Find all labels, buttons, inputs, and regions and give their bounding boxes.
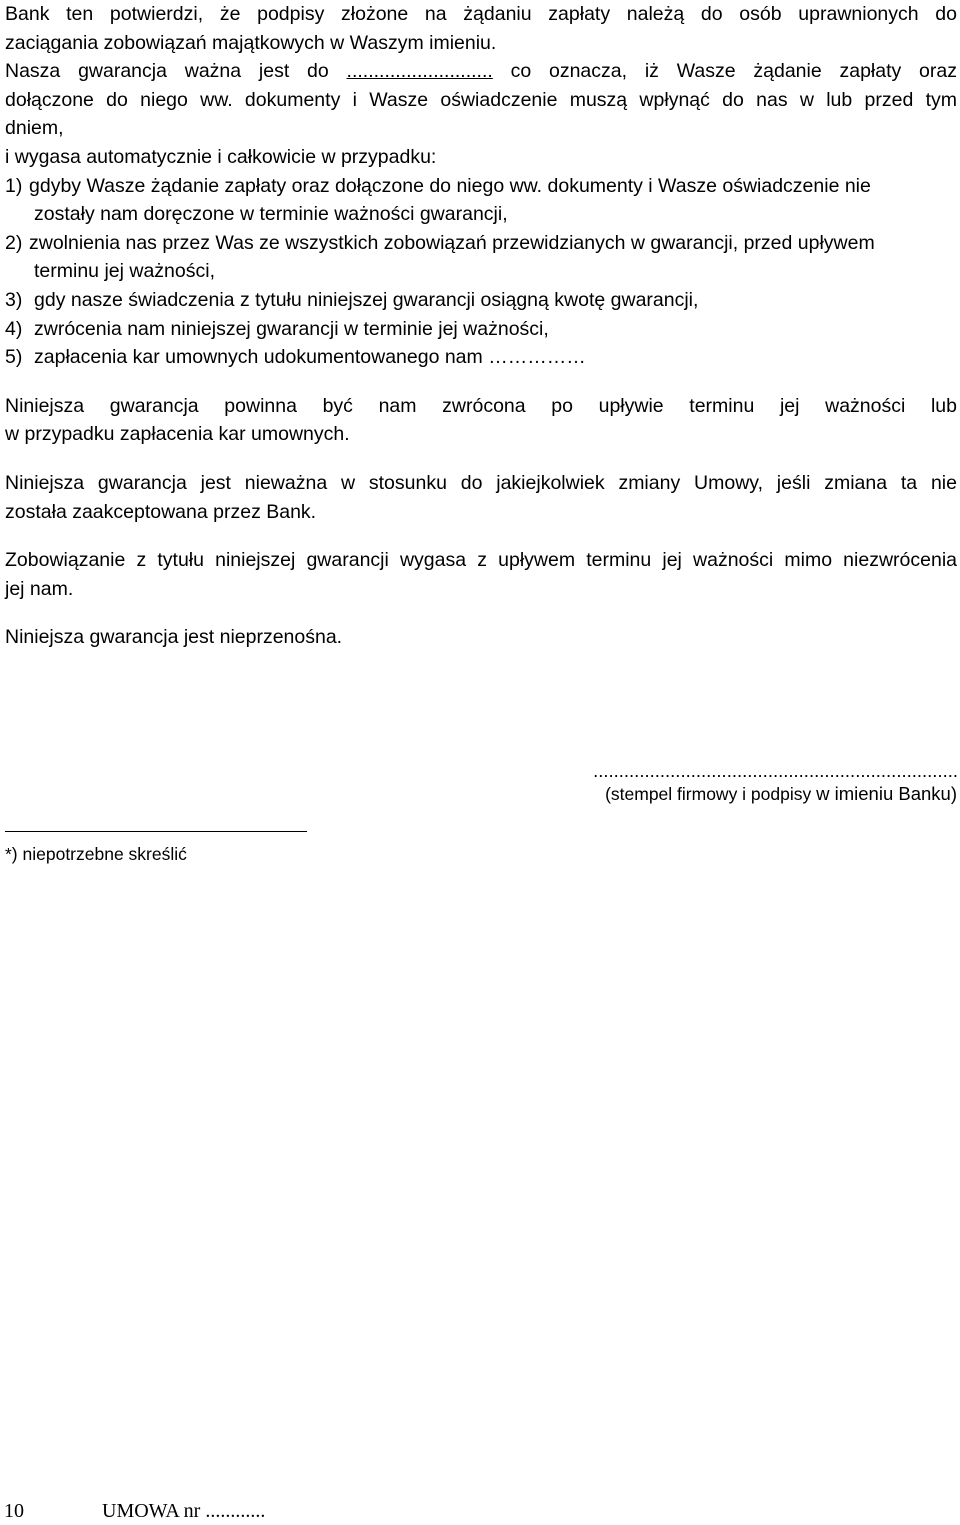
list-number: 4) [5,317,23,340]
validity-date-placeholder: ........................... [346,60,493,83]
intro-line: dołączone do niego ww. dokumenty i Wasze oświadczenie muszą wpłynąć do nas w lub przed tym [5,88,957,111]
signature-caption-text: (stempel firmowy i podpisy [605,784,817,804]
intro-line: zaciągania zobowiązań majątkowych w Waszym imieniu. [5,31,497,54]
paragraph-line: Niniejsza gwarancja jest nieprzenośna. [5,626,343,649]
conditions-list [5,172,957,372]
list-number: 1) [5,174,23,197]
list-text: gdyby Wasze żądanie zapłaty oraz dołączone do niego ww. dokumenty i Wasze oświadczenie nie [29,174,871,197]
footnote-divider [5,831,307,832]
signature-line: ....................................................................... [593,760,958,781]
intro-line: dniem, [5,117,64,140]
intro-line: Bank ten potwierdzi, że podpisy złożone na żądaniu zapłaty należą do osób uprawnionych do [5,3,957,25]
page-footer [4,1497,265,1525]
page-number: 10 [4,1500,24,1522]
amount-placeholder: …………… [488,346,586,369]
list-text: zwrócenia nam niniejszej gwarancji w terminie jej ważności, [34,317,549,340]
list-item [5,286,957,315]
list-number: 5) [5,346,23,369]
list-item [5,172,957,201]
signature-caption-bank: w imieniu Banku) [816,783,957,804]
list-number: 2) [5,231,23,254]
list-text-main: zapłacenia kar umownych udokumentowanego nam [34,346,489,369]
validity-line [5,57,957,86]
document-body [5,0,957,652]
footer-title: UMOWA nr ............ [102,1500,266,1522]
paragraph-line: Zobowiązanie z tytułu niniejszej gwarancji wygasa z upływem terminu jej ważności mimo niezwrócenia [5,549,957,572]
list-item [5,229,957,258]
list-text-continued: zostały nam doręczone w terminie ważności gwarancji, [34,203,508,226]
list-item [5,343,957,372]
intro-line: i wygasa automatycznie i całkowicie w przypadku: [5,145,437,168]
list-text: gdy nasze świadczenia z tytułu niniejszej gwarancji osiągną kwotę gwarancji, [34,288,699,311]
footnote: *) niepotrzebne skreślić [5,844,187,864]
list-item [5,315,957,344]
list-text-continued: terminu jej ważności, [34,260,215,283]
list-number: 3) [5,288,23,311]
paragraph-line: została zaakceptowana przez Bank. [5,500,317,523]
paragraph-line: w przypadku zapłacenia kar umownych. [5,423,350,446]
paragraph-line: Niniejsza gwarancja powinna być nam zwrócona po upływie terminu jej ważności lub [5,394,957,417]
paragraph-line: Niniejsza gwarancja jest nieważna w stosunku do jakiejkolwiek zmiany Umowy, jeśli zmiana ta nie [5,471,957,494]
paragraph-line: jej nam. [5,577,74,600]
validity-text: co oznacza, iż Wasze żądanie zapłaty oraz [492,60,957,83]
validity-label: Nasza gwarancja ważna jest do [5,60,347,83]
list-text [34,343,586,372]
signature-caption [537,780,957,808]
list-text: zwolnienia nas przez Was ze wszystkich zobowiązań przewidzianych w gwarancji, przed upływem [29,231,875,254]
